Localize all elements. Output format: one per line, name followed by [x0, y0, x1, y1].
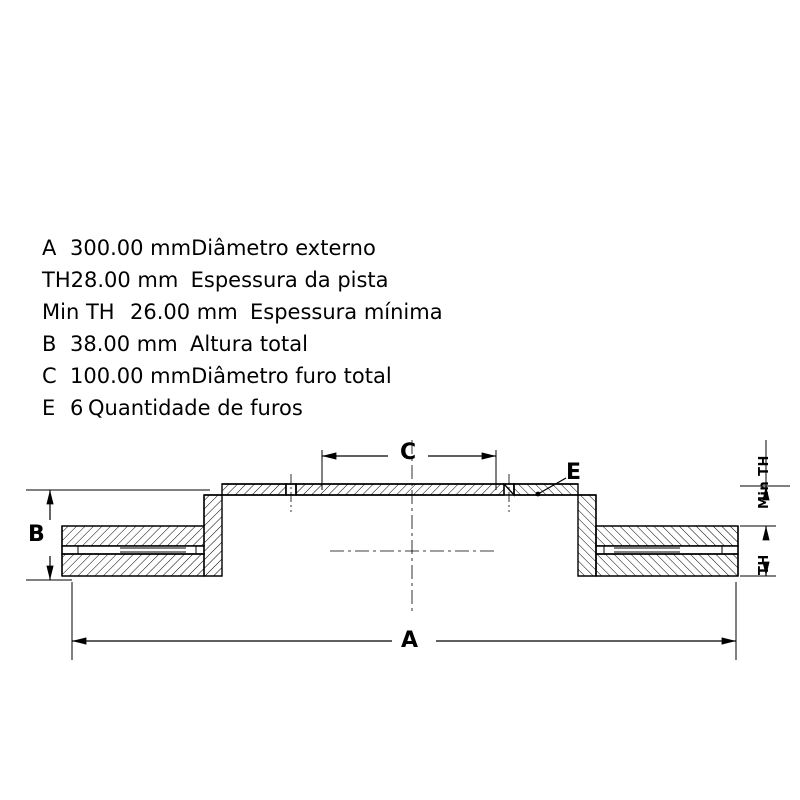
spec-row	[42, 232, 562, 264]
dimension-label-c: C	[400, 440, 417, 465]
spec-description: Espessura mínima	[250, 300, 443, 324]
dimension-label-b: B	[28, 522, 45, 547]
spec-value: 100.00 mm	[70, 364, 192, 388]
spec-description: Diâmetro externo	[191, 236, 376, 260]
specification-list	[42, 232, 562, 424]
spec-row	[42, 360, 562, 392]
spec-description: Espessura da pista	[190, 268, 389, 292]
hat-mounting-face	[222, 474, 578, 512]
left-friction-ring	[62, 526, 204, 576]
spec-row	[42, 392, 562, 424]
spec-value: 28.00 mm	[70, 268, 179, 292]
spec-label: B	[42, 332, 57, 356]
spec-row	[42, 264, 562, 296]
spec-description: Quantidade de furos	[88, 396, 303, 420]
dimension-label-e: E	[566, 460, 582, 485]
spec-label: E	[42, 396, 56, 420]
spec-value: 300.00 mm	[70, 236, 192, 260]
left-hat-wall	[204, 495, 222, 576]
spec-label: TH	[42, 268, 71, 292]
dimension-label-a: A	[401, 628, 419, 653]
spec-description: Diâmetro furo total	[191, 364, 392, 388]
spec-row	[42, 328, 562, 360]
right-hat-wall	[578, 495, 596, 576]
spec-row	[42, 296, 562, 328]
spec-label: A	[42, 236, 57, 260]
spec-value: 26.00 mm	[130, 300, 238, 324]
right-friction-ring	[596, 526, 738, 576]
spec-label: C	[42, 364, 57, 388]
spec-value: 38.00 mm	[70, 332, 178, 356]
spec-value: 6	[70, 396, 84, 420]
dimension-label-min-th: Min TH	[757, 455, 772, 509]
disc-section-geometry	[62, 440, 738, 612]
dimension-label-th: TH	[757, 554, 772, 575]
spec-label: Min TH	[42, 300, 115, 324]
spec-description: Altura total	[190, 332, 308, 356]
